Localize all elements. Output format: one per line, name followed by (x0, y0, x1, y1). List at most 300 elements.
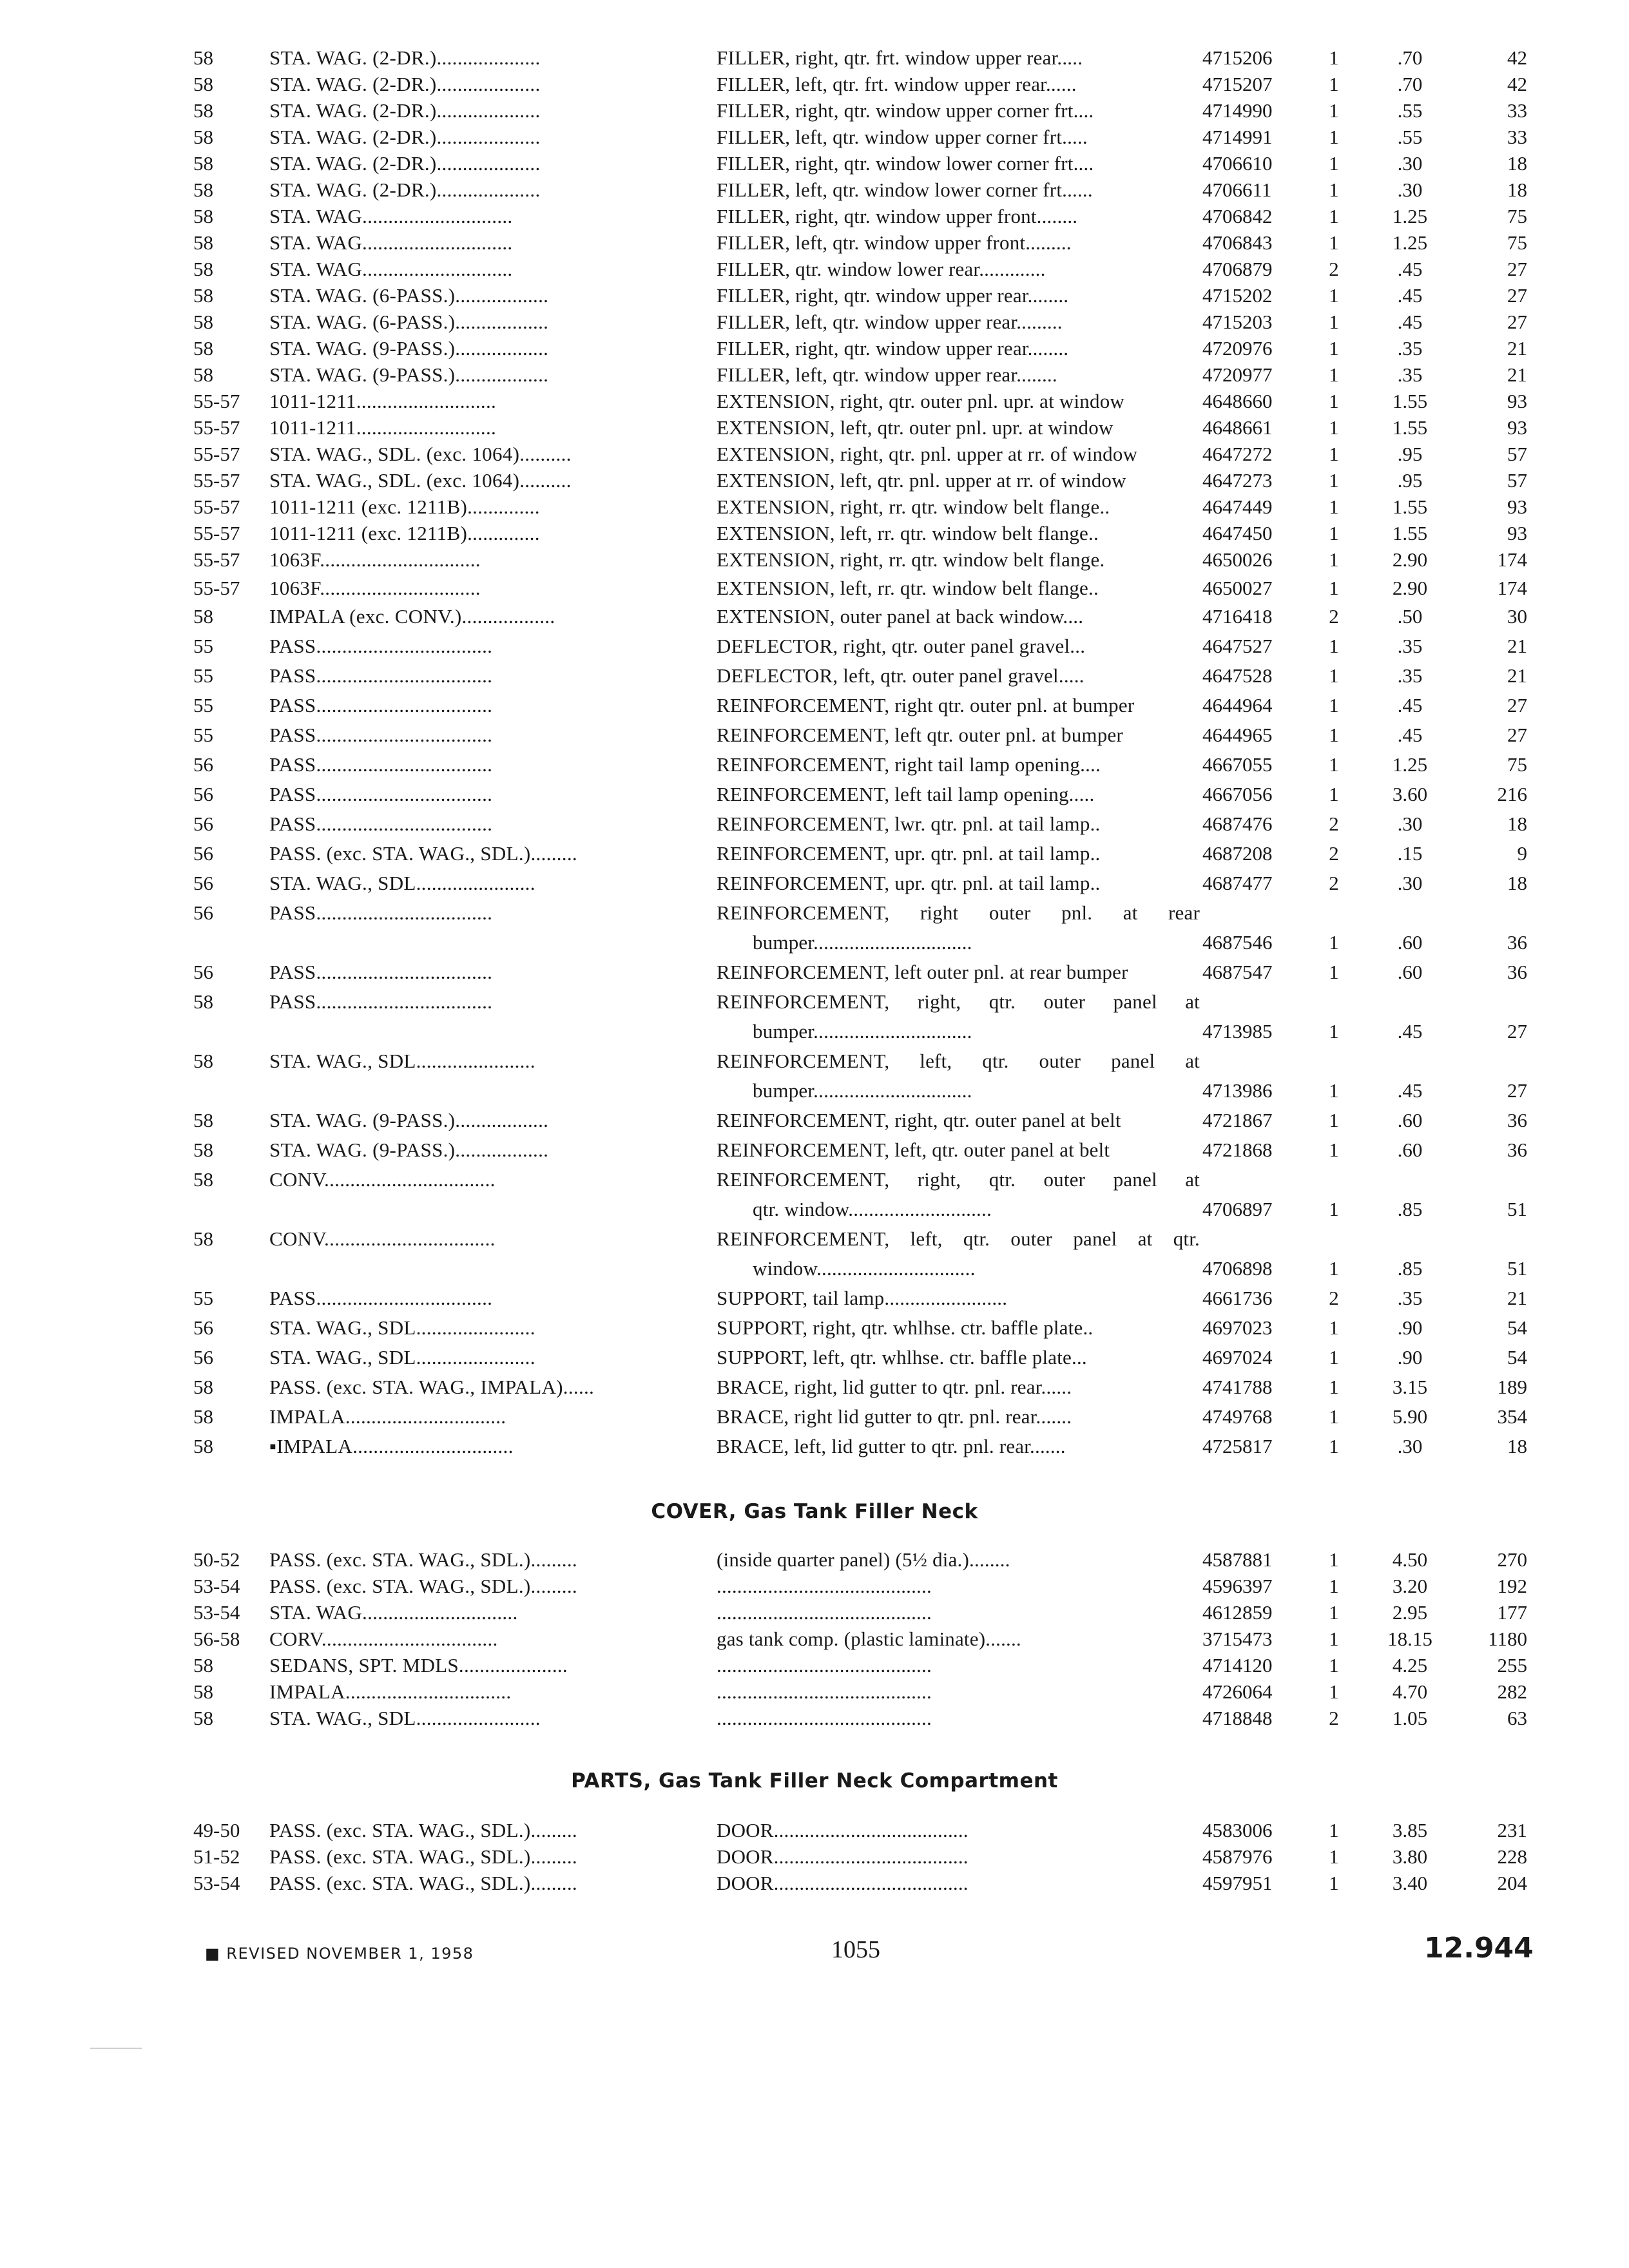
year-cell: 56 (193, 783, 213, 805)
model-cell: PASS.................................. (269, 990, 493, 1013)
part-number-cell: 4713985 (1202, 1020, 1273, 1043)
year-cell: 58 (193, 337, 213, 360)
part-number-cell: 4715206 (1202, 46, 1273, 69)
description-cell: BRACE, right lid gutter to qtr. pnl. rear....... (717, 1405, 1072, 1428)
model-cell: ▪IMPALA............................... (269, 1435, 514, 1457)
description-cell: FILLER, left, qtr. window upper rear......... (717, 311, 1063, 333)
unit-cents-cell: 9 (1517, 842, 1527, 865)
quantity-cell: 2 (1329, 1707, 1339, 1729)
price-cell: 1.25 (1392, 231, 1428, 254)
price-cell: .45 (1397, 1079, 1423, 1102)
unit-cents-cell: 270 (1497, 1548, 1527, 1571)
part-number-cell: 4720976 (1202, 337, 1273, 360)
quantity-cell: 1 (1329, 577, 1339, 599)
year-cell: 55 (193, 664, 213, 687)
part-number-cell: 4583006 (1202, 1819, 1273, 1841)
description-cell: FILLER, qtr. window lower rear............. (717, 258, 1046, 280)
model-cell: CONV................................. (269, 1168, 496, 1191)
part-number-cell: 4647272 (1202, 443, 1273, 465)
part-number-cell: 4650027 (1202, 577, 1273, 599)
table-row (0, 957, 1629, 987)
table-row (0, 987, 1629, 1017)
price-cell: .35 (1397, 337, 1423, 360)
quantity-cell: 1 (1329, 99, 1339, 122)
description-cell: DOOR...................................... (717, 1819, 969, 1841)
quantity-cell: 1 (1329, 931, 1339, 954)
unit-cents-cell: 1180 (1488, 1628, 1527, 1650)
description-cell: .......................................... (717, 1654, 932, 1677)
model-cell: PASS.................................. (269, 783, 493, 805)
table-row (0, 780, 1629, 809)
model-cell: STA. WAG. (2-DR.).................... (269, 46, 541, 69)
description-cell: REINFORCEMENT, left tail lamp opening..... (717, 783, 1095, 805)
quantity-cell: 1 (1329, 469, 1339, 492)
description-cell: REINFORCEMENT, right qtr. outer pnl. at bumper (717, 694, 1135, 716)
year-cell: 53-54 (193, 1575, 240, 1597)
table-row (0, 360, 1629, 390)
price-cell: 3.85 (1392, 1819, 1428, 1841)
price-cell: .70 (1397, 46, 1423, 69)
table-row (0, 1372, 1629, 1402)
table-row (0, 1313, 1629, 1343)
description-cell: FILLER, right, qtr. window lower corner frt.... (717, 152, 1094, 175)
unit-cents-cell: 21 (1507, 363, 1527, 386)
price-cell: .30 (1397, 1435, 1423, 1457)
description-cell: SUPPORT, tail lamp........................ (717, 1287, 1008, 1309)
unit-cents-cell: 192 (1497, 1575, 1527, 1597)
price-cell: 3.80 (1392, 1845, 1428, 1868)
table-row (0, 387, 1629, 416)
year-cell: 49-50 (193, 1819, 240, 1841)
model-cell: PASS.................................. (269, 635, 493, 657)
price-cell: .90 (1397, 1316, 1423, 1339)
model-cell: STA. WAG., SDL....................... (269, 1050, 535, 1072)
price-cell: .30 (1397, 178, 1423, 201)
year-cell: 55-57 (193, 390, 240, 412)
description-cell: EXTENSION, left, rr. qtr. window belt flange.. (717, 522, 1099, 544)
year-cell: 58 (193, 205, 213, 227)
price-cell: 1.55 (1392, 522, 1428, 544)
table-row (0, 1816, 1629, 1845)
year-cell: 58 (193, 284, 213, 307)
table-row (0, 545, 1629, 575)
price-cell: .60 (1397, 1109, 1423, 1131)
model-cell: PASS.................................. (269, 1287, 493, 1309)
quantity-cell: 1 (1329, 1346, 1339, 1369)
part-number-cell: 4667056 (1202, 783, 1273, 805)
year-cell: 55-57 (193, 577, 240, 599)
model-cell: STA. WAG. (2-DR.).................... (269, 152, 541, 175)
unit-cents-cell: 36 (1507, 1139, 1527, 1161)
description-cell: FILLER, left, qtr. frt. window upper rear...... (717, 73, 1077, 95)
table-row (0, 1651, 1629, 1680)
part-number-cell: 4741788 (1202, 1376, 1273, 1398)
unit-cents-cell: 189 (1497, 1376, 1527, 1398)
year-cell: 55-57 (193, 495, 240, 518)
description-cell: FILLER, left, qtr. window lower corner frt...... (717, 178, 1093, 201)
quantity-cell: 1 (1329, 1079, 1339, 1102)
table-row (0, 281, 1629, 311)
part-number-cell: 4667055 (1202, 753, 1273, 776)
description-cell: BRACE, left, lid gutter to qtr. pnl. rear....... (717, 1435, 1066, 1457)
unit-cents-cell: 57 (1507, 469, 1527, 492)
year-cell: 58 (193, 178, 213, 201)
revision-note: ■ REVISED NOVEMBER 1, 1958 (205, 1945, 474, 1963)
price-cell: 4.25 (1392, 1654, 1428, 1677)
model-cell: STA. WAG. (2-DR.).................... (269, 178, 541, 201)
part-number-cell: 4706842 (1202, 205, 1273, 227)
unit-cents-cell: 174 (1497, 548, 1527, 571)
model-cell: STA. WAG. (6-PASS.).................. (269, 311, 549, 333)
price-cell: .60 (1397, 961, 1423, 983)
quantity-cell: 1 (1329, 495, 1339, 518)
table-row (0, 96, 1629, 126)
part-number-cell: 4714990 (1202, 99, 1273, 122)
description-cell: DOOR...................................... (717, 1845, 969, 1868)
model-cell: IMPALA............................... (269, 1405, 506, 1428)
part-number-cell: 4715207 (1202, 73, 1273, 95)
price-cell: 4.50 (1392, 1548, 1428, 1571)
price-cell: .45 (1397, 1020, 1423, 1043)
table-row (0, 750, 1629, 780)
unit-cents-cell: 27 (1507, 694, 1527, 716)
table-row (0, 439, 1629, 469)
price-cell: .45 (1397, 311, 1423, 333)
model-cell: PASS.................................. (269, 724, 493, 746)
description-cell: FILLER, left, qtr. window upper rear........ (717, 363, 1057, 386)
model-cell: STA. WAG., SDL. (exc. 1064).......... (269, 469, 572, 492)
quantity-cell: 1 (1329, 1257, 1339, 1280)
price-cell: .30 (1397, 872, 1423, 894)
table-row (0, 1224, 1629, 1254)
part-number-cell: 4714991 (1202, 126, 1273, 148)
price-cell: .45 (1397, 694, 1423, 716)
table-row (0, 573, 1629, 603)
unit-cents-cell: 228 (1497, 1845, 1527, 1868)
part-number-cell: 4644964 (1202, 694, 1273, 716)
table-row (0, 661, 1629, 691)
part-number-cell: 4718848 (1202, 1707, 1273, 1729)
year-cell: 55 (193, 724, 213, 746)
description-cell: DEFLECTOR, right, qtr. outer panel gravel... (717, 635, 1086, 657)
price-cell: .35 (1397, 1287, 1423, 1309)
part-number-cell: 4647449 (1202, 495, 1273, 518)
unit-cents-cell: 21 (1507, 1287, 1527, 1309)
unit-cents-cell: 21 (1507, 664, 1527, 687)
quantity-cell: 1 (1329, 205, 1339, 227)
unit-cents-cell: 30 (1507, 605, 1527, 628)
price-cell: .15 (1397, 842, 1423, 865)
model-cell: PASS.................................. (269, 961, 493, 983)
description-cell: FILLER, left, qtr. window upper front......... (717, 231, 1072, 254)
quantity-cell: 1 (1329, 548, 1339, 571)
year-cell: 58 (193, 1376, 213, 1398)
table-row (0, 255, 1629, 284)
year-cell: 58 (193, 1109, 213, 1131)
price-cell: 3.20 (1392, 1575, 1428, 1597)
table-row (0, 1283, 1629, 1313)
table-row (0, 1704, 1629, 1733)
unit-cents-cell: 354 (1497, 1405, 1527, 1428)
model-cell: 1011-1211........................... (269, 416, 497, 439)
year-cell: 55-57 (193, 548, 240, 571)
description-cell: FILLER, right, qtr. window upper corner frt.... (717, 99, 1094, 122)
model-cell: STA. WAG............................. (269, 258, 513, 280)
quantity-cell: 1 (1329, 1435, 1339, 1457)
year-cell: 56 (193, 812, 213, 835)
model-cell: PASS. (exc. STA. WAG., IMPALA)...... (269, 1376, 595, 1398)
quantity-cell: 1 (1329, 1654, 1339, 1677)
description-cell: DOOR...................................... (717, 1872, 969, 1894)
part-number-cell: 4661736 (1202, 1287, 1273, 1309)
price-cell: .50 (1397, 605, 1423, 628)
table-row (0, 413, 1629, 443)
description-cell: REINFORCEMENT, right, qtr. outer panel at belt (717, 1109, 1121, 1131)
quantity-cell: 1 (1329, 1109, 1339, 1131)
model-cell: SEDANS, SPT. MDLS..................... (269, 1654, 568, 1677)
description-cell: bumper............................... (753, 1079, 972, 1102)
part-number-cell: 4647528 (1202, 664, 1273, 687)
description-cell: FILLER, right, qtr. window upper rear........ (717, 284, 1069, 307)
unit-cents-cell: 27 (1507, 284, 1527, 307)
year-cell: 56 (193, 961, 213, 983)
description-cell: EXTENSION, right, qtr. pnl. upper at rr. of window (717, 443, 1138, 465)
model-cell: STA. WAG. (9-PASS.).................. (269, 1109, 549, 1131)
unit-cents-cell: 57 (1507, 443, 1527, 465)
part-number-cell: 4706611 (1202, 178, 1272, 201)
year-cell: 58 (193, 258, 213, 280)
year-cell: 50-52 (193, 1548, 240, 1571)
price-cell: 1.55 (1392, 495, 1428, 518)
year-cell: 58 (193, 73, 213, 95)
table-row (0, 1195, 1629, 1224)
price-cell: 1.05 (1392, 1707, 1428, 1729)
model-cell: STA. WAG., SDL........................ (269, 1707, 541, 1729)
description-cell: (inside quarter panel) (5½ dia.)........ (717, 1548, 1010, 1571)
quantity-cell: 1 (1329, 46, 1339, 69)
quantity-cell: 1 (1329, 664, 1339, 687)
part-number-cell: 4716418 (1202, 605, 1273, 628)
quantity-cell: 1 (1329, 783, 1339, 805)
part-number-cell: 4587881 (1202, 1548, 1273, 1571)
price-cell: .55 (1397, 99, 1423, 122)
price-cell: .70 (1397, 73, 1423, 95)
year-cell: 56 (193, 901, 213, 924)
section-title-filler-neck-compartment: PARTS, Gas Tank Filler Neck Compartment (571, 1769, 1058, 1792)
description-cell: REINFORCEMENT, left, qtr. outer panel at (717, 1050, 1200, 1072)
part-number-cell: 4715203 (1202, 311, 1273, 333)
description-cell: bumper............................... (753, 1020, 972, 1043)
part-number-cell: 4706897 (1202, 1198, 1273, 1220)
year-cell: 58 (193, 1435, 213, 1457)
model-cell: PASS.................................. (269, 901, 493, 924)
quantity-cell: 1 (1329, 1575, 1339, 1597)
price-cell: .55 (1397, 126, 1423, 148)
quantity-cell: 1 (1329, 178, 1339, 201)
price-cell: .30 (1397, 812, 1423, 835)
year-cell: 55-57 (193, 522, 240, 544)
part-number-cell: 4687208 (1202, 842, 1273, 865)
quantity-cell: 1 (1329, 443, 1339, 465)
quantity-cell: 1 (1329, 961, 1339, 983)
description-cell: REINFORCEMENT, right tail lamp opening.... (717, 753, 1101, 776)
year-cell: 55 (193, 635, 213, 657)
quantity-cell: 1 (1329, 724, 1339, 746)
quantity-cell: 1 (1329, 1376, 1339, 1398)
price-cell: 3.60 (1392, 783, 1428, 805)
year-cell: 56 (193, 1346, 213, 1369)
table-row (0, 175, 1629, 205)
description-cell: bumper............................... (753, 931, 972, 954)
quantity-cell: 1 (1329, 635, 1339, 657)
model-cell: PASS.................................. (269, 694, 493, 716)
table-row (0, 149, 1629, 178)
price-cell: 1.55 (1392, 416, 1428, 439)
year-cell: 55 (193, 694, 213, 716)
description-cell: REINFORCEMENT, left, qtr. outer panel at belt (717, 1139, 1110, 1161)
table-row (0, 720, 1629, 750)
description-cell: EXTENSION, right, rr. qtr. window belt flange. (717, 548, 1105, 571)
model-cell: STA. WAG. (2-DR.).................... (269, 126, 541, 148)
model-cell: PASS. (exc. STA. WAG., SDL.)......... (269, 1575, 577, 1597)
table-row (0, 1571, 1629, 1601)
unit-cents-cell: 75 (1507, 231, 1527, 254)
year-cell: 58 (193, 1405, 213, 1428)
table-row (0, 839, 1629, 869)
year-cell: 53-54 (193, 1872, 240, 1894)
unit-cents-cell: 93 (1507, 416, 1527, 439)
model-cell: STA. WAG. (9-PASS.).................. (269, 363, 549, 386)
table-row (0, 691, 1629, 720)
price-cell: 4.70 (1392, 1680, 1428, 1703)
table-row (0, 70, 1629, 99)
table-row (0, 1402, 1629, 1432)
quantity-cell: 1 (1329, 416, 1339, 439)
unit-cents-cell: 27 (1507, 1079, 1527, 1102)
year-cell: 58 (193, 1707, 213, 1729)
quantity-cell: 1 (1329, 1548, 1339, 1571)
year-cell: 58 (193, 1168, 213, 1191)
table-row (0, 122, 1629, 152)
part-number-cell: 4647527 (1202, 635, 1273, 657)
page-number: 1055 (831, 1936, 880, 1963)
year-cell: 51-52 (193, 1845, 240, 1868)
table-row (0, 1842, 1629, 1872)
model-cell: STA. WAG............................. (269, 231, 513, 254)
table-row (0, 1135, 1629, 1165)
table-row (0, 202, 1629, 231)
unit-cents-cell: 27 (1507, 311, 1527, 333)
year-cell: 56-58 (193, 1628, 240, 1650)
unit-cents-cell: 36 (1507, 931, 1527, 954)
unit-cents-cell: 27 (1507, 258, 1527, 280)
unit-cents-cell: 18 (1507, 1435, 1527, 1457)
unit-cents-cell: 54 (1507, 1316, 1527, 1339)
model-cell: 1011-1211........................... (269, 390, 497, 412)
model-cell: 1063F............................... (269, 577, 481, 599)
unit-cents-cell: 42 (1507, 46, 1527, 69)
table-row (0, 602, 1629, 631)
quantity-cell: 1 (1329, 694, 1339, 716)
model-cell: STA. WAG.............................. (269, 1601, 518, 1624)
table-row (0, 228, 1629, 258)
quantity-cell: 1 (1329, 152, 1339, 175)
part-number-cell: 4714120 (1202, 1654, 1273, 1677)
part-number-cell: 4706898 (1202, 1257, 1273, 1280)
part-number-cell: 4648660 (1202, 390, 1273, 412)
quantity-cell: 1 (1329, 1601, 1339, 1624)
description-cell: .......................................... (717, 1601, 932, 1624)
year-cell: 55-57 (193, 416, 240, 439)
table-row (0, 1624, 1629, 1654)
unit-cents-cell: 18 (1507, 872, 1527, 894)
unit-cents-cell: 42 (1507, 73, 1527, 95)
quantity-cell: 2 (1329, 258, 1339, 280)
part-number-cell: 4647450 (1202, 522, 1273, 544)
year-cell: 58 (193, 1654, 213, 1677)
year-cell: 56 (193, 872, 213, 894)
price-cell: .60 (1397, 1139, 1423, 1161)
model-cell: STA. WAG. (2-DR.).................... (269, 73, 541, 95)
description-cell: SUPPORT, left, qtr. whlhse. ctr. baffle plate... (717, 1346, 1087, 1369)
year-cell: 53-54 (193, 1601, 240, 1624)
table-row (0, 1106, 1629, 1135)
part-number-cell: 4720977 (1202, 363, 1273, 386)
price-cell: .60 (1397, 931, 1423, 954)
unit-cents-cell: 33 (1507, 126, 1527, 148)
year-cell: 58 (193, 1227, 213, 1250)
unit-cents-cell: 18 (1507, 812, 1527, 835)
description-cell: REINFORCEMENT, lwr. qtr. pnl. at tail lamp.. (717, 812, 1101, 835)
quantity-cell: 2 (1329, 605, 1339, 628)
part-number-cell: 4721867 (1202, 1109, 1273, 1131)
price-cell: .85 (1397, 1198, 1423, 1220)
price-cell: .45 (1397, 284, 1423, 307)
table-row (0, 1165, 1629, 1195)
unit-cents-cell: 204 (1497, 1872, 1527, 1894)
unit-cents-cell: 27 (1507, 724, 1527, 746)
description-cell: FILLER, left, qtr. window upper corner frt..... (717, 126, 1088, 148)
description-cell: EXTENSION, right, rr. qtr. window belt flange.. (717, 495, 1110, 518)
part-number-cell: 4687547 (1202, 961, 1273, 983)
model-cell: 1063F............................... (269, 548, 481, 571)
description-cell: SUPPORT, right, qtr. whlhse. ctr. baffle plate.. (717, 1316, 1094, 1339)
price-cell: .90 (1397, 1346, 1423, 1369)
model-cell: IMPALA (exc. CONV.).................. (269, 605, 555, 628)
part-number-cell: 4706843 (1202, 231, 1273, 254)
description-cell: REINFORCEMENT, right, qtr. outer panel at (717, 990, 1200, 1013)
table-row (0, 898, 1629, 928)
price-cell: 2.90 (1392, 577, 1428, 599)
quantity-cell: 1 (1329, 1872, 1339, 1894)
table-row (0, 519, 1629, 548)
model-cell: PASS. (exc. STA. WAG., SDL.)......... (269, 1845, 577, 1868)
description-cell: FILLER, right, qtr. window upper rear........ (717, 337, 1069, 360)
year-cell: 55-57 (193, 443, 240, 465)
unit-cents-cell: 93 (1507, 390, 1527, 412)
quantity-cell: 1 (1329, 522, 1339, 544)
year-cell: 58 (193, 152, 213, 175)
unit-cents-cell: 51 (1507, 1198, 1527, 1220)
price-cell: .35 (1397, 635, 1423, 657)
table-row (0, 466, 1629, 495)
model-cell: STA. WAG. (2-DR.).................... (269, 99, 541, 122)
year-cell: 58 (193, 1050, 213, 1072)
unit-cents-cell: 33 (1507, 99, 1527, 122)
price-cell: .35 (1397, 363, 1423, 386)
price-cell: .35 (1397, 664, 1423, 687)
quantity-cell: 1 (1329, 1680, 1339, 1703)
